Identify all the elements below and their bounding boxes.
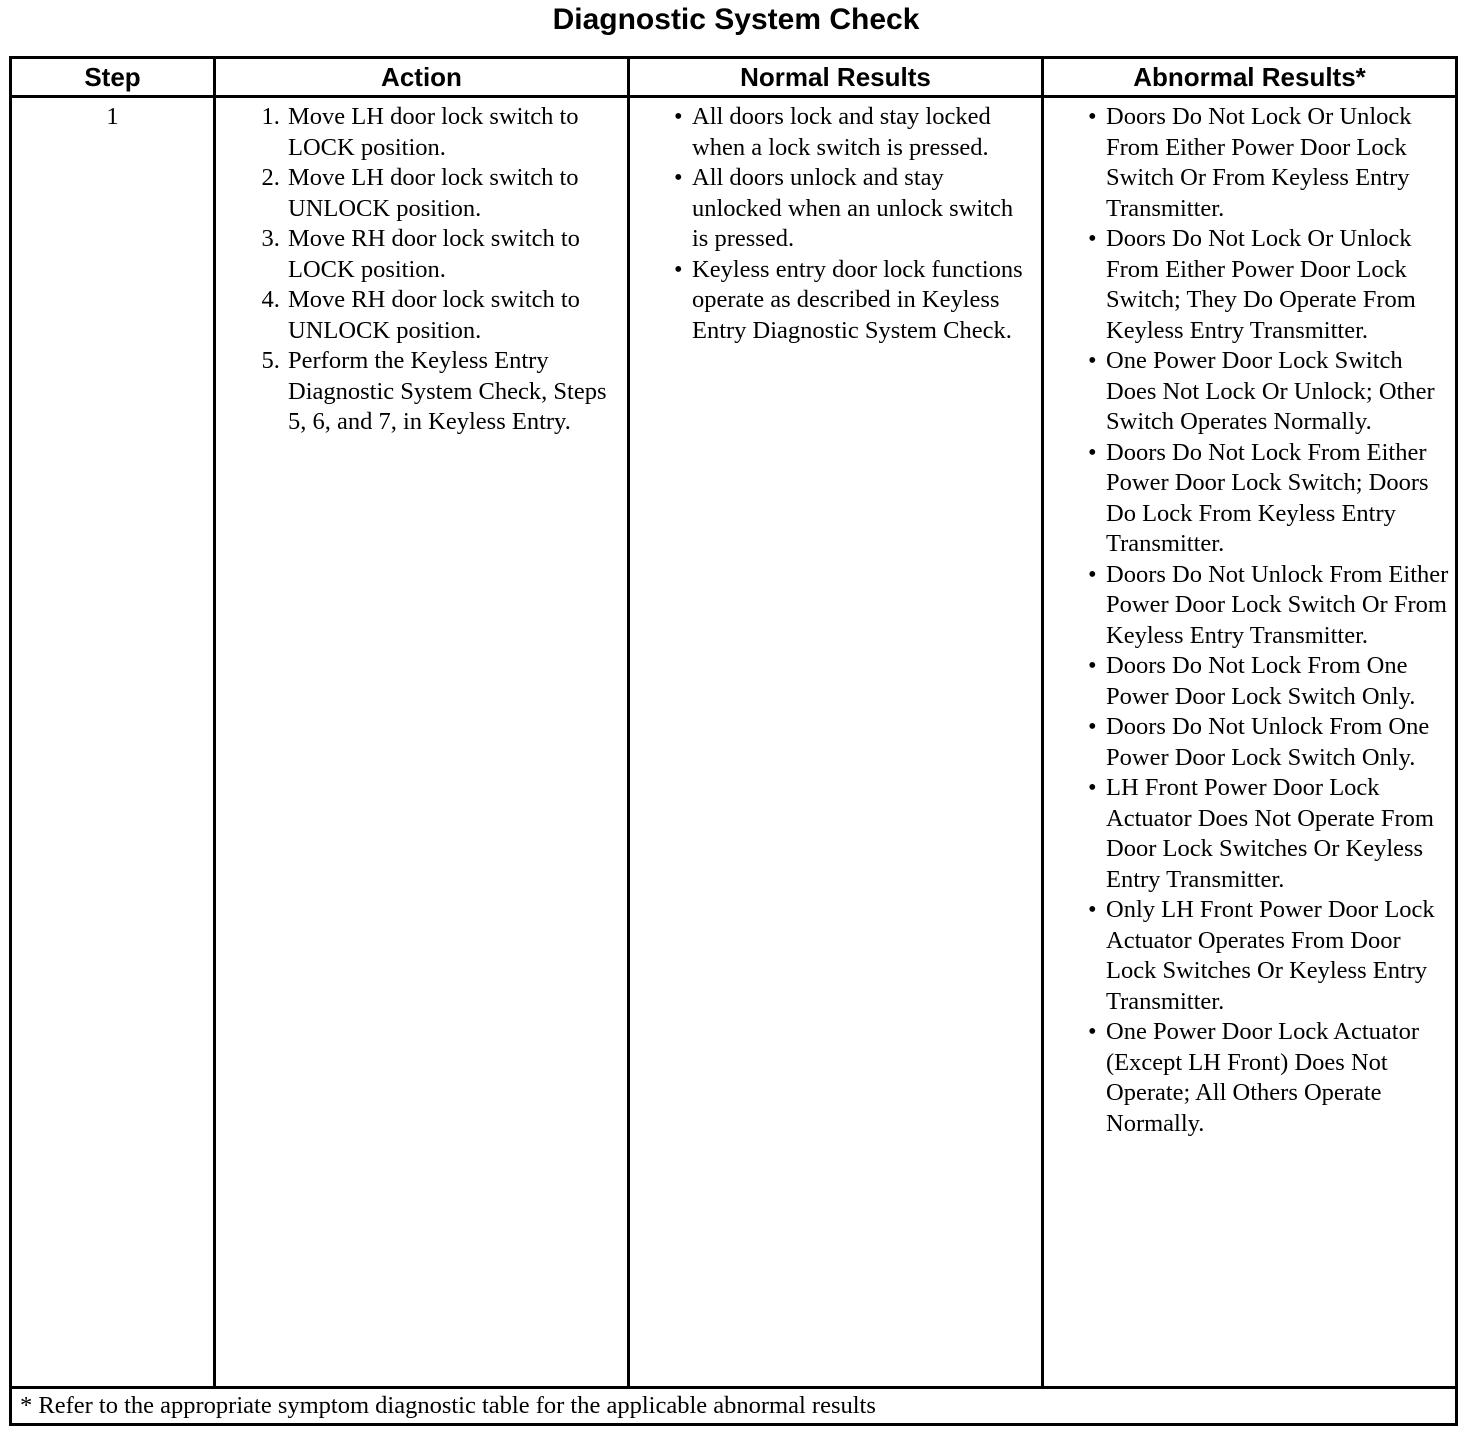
abnormal-results-cell <box>1043 97 1457 1388</box>
bullet-icon: • <box>1088 652 1097 679</box>
bullet-icon: • <box>1088 896 1097 923</box>
abnormal-results-list <box>1050 102 1449 1139</box>
abnormal-result-item: • LH Front Power Door Lock Actuator Does Not Operate From Door Lock Switches Or Keyless Entry Transmitter. <box>1088 774 1434 893</box>
abnormal-result-item: • One Power Door Lock Switch Does Not Lock Or Unlock; Other Switch Operates Normally. <box>1088 347 1435 435</box>
abnormal-result-item: • Doors Do Not Lock Or Unlock From Either Power Door Lock Switch; They Do Operate From Keyless Entry Transmitter. <box>1088 225 1416 344</box>
bullet-icon: • <box>1088 103 1097 130</box>
bullet-icon: • <box>1088 774 1097 801</box>
bullet-icon: • <box>1088 560 1097 588</box>
page-title: Diagnostic System Check <box>552 3 920 36</box>
abnormal-result-item: • Only LH Front Power Door Lock Actuator Operates From Door Lock Switches Or Keyless Entry Transmitter. <box>1088 896 1435 1015</box>
footnote: * Refer to the appropriate symptom diagnostic table for the applicable abnormal results <box>11 1388 1457 1425</box>
action-item: 4. Move RH door lock switch to UNLOCK position. <box>286 285 621 346</box>
diagnostic-table <box>9 56 1458 1426</box>
table-row <box>11 97 1457 1388</box>
normal-result-item: • Keyless entry door lock functions operate as described in Keyless Entry Diagnostic System Check. <box>674 255 1023 344</box>
action-list <box>222 102 621 438</box>
bullet-icon: • <box>1088 438 1097 466</box>
header-action: Action <box>215 58 629 97</box>
action-item: 5. Perform the Keyless Entry Diagnostic System Check, Steps 5, 6, and 7, in Keyless Entry. <box>286 346 621 438</box>
bullet-icon: • <box>674 255 683 283</box>
header-step: Step <box>11 58 215 97</box>
header-normal-results: Normal Results <box>629 58 1043 97</box>
abnormal-result-item: • Doors Do Not Unlock From Either Power Door Lock Switch Or From Keyless Entry Transmitter. <box>1088 560 1449 649</box>
abnormal-result-item: • Doors Do Not Lock From Either Power Door Lock Switch; Doors Do Lock From Keyless Entry Transmitter. <box>1088 438 1429 557</box>
abnormal-result-item: • Doors Do Not Unlock From One Power Door Lock Switch Only. <box>1088 713 1430 771</box>
bullet-icon: • <box>1088 1018 1097 1045</box>
abnormal-result-item: • One Power Door Lock Actuator (Except LH Front) Does Not Operate; All Others Operate Normally. <box>1088 1018 1419 1137</box>
normal-result-item: • All doors unlock and stay unlocked when an unlock switch is pressed. <box>674 164 1014 252</box>
bullet-icon: • <box>674 103 683 130</box>
bullet-icon: • <box>1088 347 1097 374</box>
header-row <box>11 58 1457 97</box>
normal-result-item: • All doors lock and stay locked when a lock switch is pressed. <box>674 103 991 161</box>
normal-results-cell <box>629 97 1043 1388</box>
header-abnormal-results: Abnormal Results* <box>1043 58 1457 97</box>
action-item: 3. Move RH door lock switch to LOCK position. <box>286 224 621 285</box>
footnote-row <box>11 1388 1457 1425</box>
normal-results-list <box>636 102 1035 346</box>
action-cell <box>215 97 629 1388</box>
bullet-icon: • <box>1088 713 1097 740</box>
abnormal-result-item: • Doors Do Not Lock From One Power Door Lock Switch Only. <box>1088 652 1416 710</box>
step-number: 1 <box>11 97 215 1388</box>
bullet-icon: • <box>1088 225 1097 252</box>
abnormal-result-item: • Doors Do Not Lock Or Unlock From Either Power Door Lock Switch Or From Keyless Entry Transmitter. <box>1088 103 1412 222</box>
bullet-icon: • <box>674 164 683 191</box>
action-item: 2. Move LH door lock switch to UNLOCK position. <box>286 163 621 224</box>
action-item: 1. Move LH door lock switch to LOCK position. <box>286 102 621 163</box>
